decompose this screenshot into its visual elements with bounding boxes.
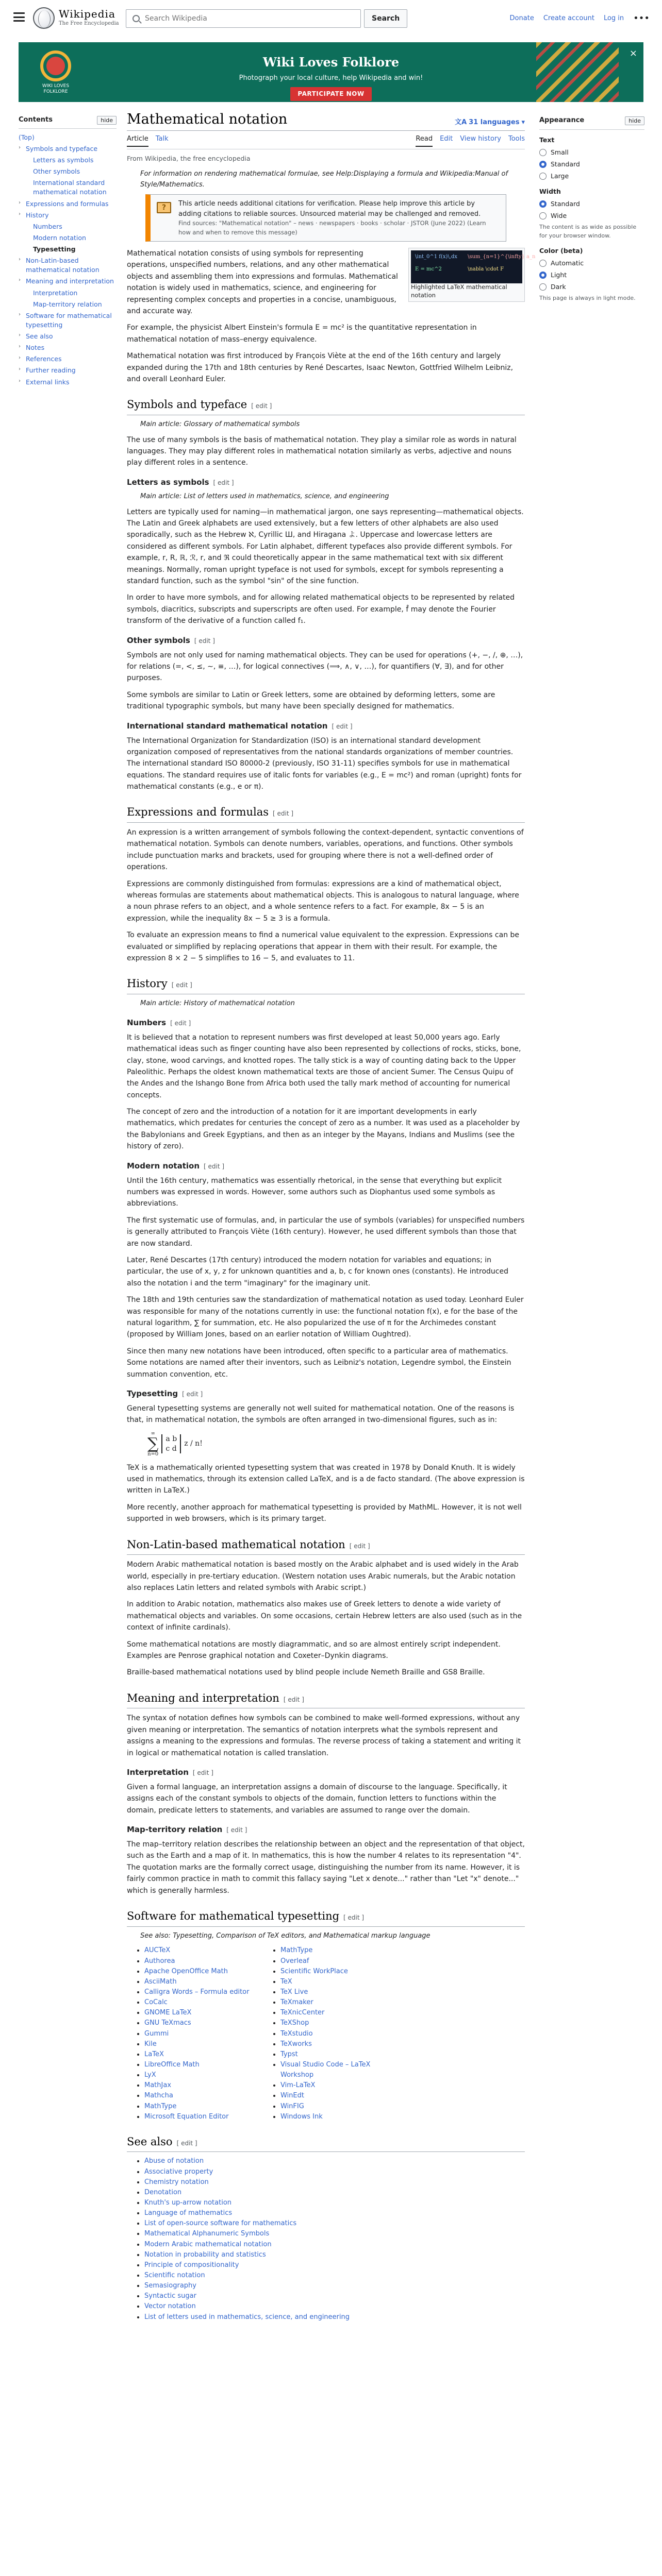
color-note: This page is always in light mode.: [539, 294, 636, 301]
paragraph: The use of many symbols is the basis of mathematical notation. They play a similar role as words in natural languages. They may play different roles in mathematical notation similarly as verbs, adjective and nouns play different roles in a sentence.: [127, 435, 517, 467]
paragraph: Later, René Descartes (17th century) introduced the modern notation for variables and equations; in particular, the use of x, y, z for unknown quantities and a, b, c for known ones (constants). He introduced also the notation i and the term "imaginary" for the imaginary unit.: [127, 1256, 508, 1287]
edit-link[interactable]: [ edit ]: [194, 637, 215, 645]
chevron-right-icon[interactable]: ›: [19, 378, 21, 384]
subsection-heading: Other symbols [ edit ]: [127, 635, 215, 645]
paragraph: The first systematic use of formulas, and, in particular the use of symbols (variables) for unspecified numbers is generally attributed to François Viète (16th century). However, he used different symbols than those that are now standard.: [127, 1216, 525, 1248]
translate-icon: 文A: [455, 118, 467, 127]
appearance-title: Appearance: [539, 116, 585, 124]
sum-upper-limit: ∞: [151, 1430, 155, 1436]
thumb-formula: \int_0^1 f(x)\,dx: [415, 253, 458, 260]
software-link[interactable]: GNU TeXmacs: [144, 2019, 191, 2027]
software-link[interactable]: LaTeX: [144, 2050, 164, 2058]
subsection-heading: Interpretation [ edit ]: [127, 1767, 213, 1777]
software-link[interactable]: LyX: [144, 2071, 156, 2079]
software-link[interactable]: Visual Studio Code – LaTeX Workshop: [280, 2060, 371, 2079]
see-also-link[interactable]: Abuse of notation: [144, 2157, 204, 2165]
wordmark: Wikipedia: [59, 8, 115, 20]
tab-edit[interactable]: Edit: [440, 135, 453, 143]
subsection-heading: Typesetting [ edit ]: [127, 1388, 203, 1398]
software-link[interactable]: MathJax: [144, 2081, 172, 2090]
search-input[interactable]: [145, 14, 351, 23]
main-article-note: Main article: Glossary of mathematical symbols: [140, 420, 300, 428]
toc-item[interactable]: › Symbols and typeface: [19, 144, 98, 152]
table-of-contents: [19, 115, 117, 389]
citation-notice-text: This article needs additional citations for verification. Please help improve this article by adding citations to reliable sources. Unsourced material may be challenged and removed.: [178, 200, 481, 218]
paragraph: The International Organization for Standardization (ISO) is an international standard development organization composed of representatives from the national standards organizations of member countries. The international standard ISO 80000-2 (previously, ISO 31-11) specifies symbols for use in mathematical equations. The standard requires use of italic fonts for variables (e.g., E = mc²) and roman (upright) fonts for mathematical constants (e.g., e or π).: [127, 736, 522, 791]
paragraph: It is believed that a notation to represent numbers was first developed at least 50,000 years ago. Early mathematical ideas such as finger counting have also been represented by collections of rocks, sticks, bone, clay, stone, wood carvings, and knotted ropes. The tally stick is a way of counting dating back to the Upper Paleolithic. Perhaps the oldest known mathematical texts are those of ancient Sumer. The Census Quipu of the Andes and the Ishango Bone from Africa both used the tally mark method of accounting for numerical concepts.: [127, 1033, 521, 1099]
radio-icon[interactable]: [539, 272, 547, 279]
section-heading: Non-Latin-based mathematical notation [ edit ]: [127, 1536, 525, 1555]
color-radio[interactable]: Dark: [539, 282, 644, 292]
edit-link[interactable]: [ edit ]: [283, 1696, 304, 1703]
section-heading: See also [ edit ]: [127, 2133, 525, 2153]
edit-link[interactable]: [ edit ]: [192, 1769, 213, 1776]
see-also-link[interactable]: Semasiography: [144, 2282, 196, 2290]
software-link[interactable]: Apache OpenOffice Math: [144, 1967, 228, 1975]
chevron-right-icon[interactable]: ›: [19, 277, 21, 283]
subsection-heading: Map-territory relation [ edit ]: [127, 1825, 247, 1835]
subsection-heading: Letters as symbols [ edit ]: [127, 477, 234, 487]
paragraph: Some symbols are similar to Latin or Greek letters, some are obtained by deforming letters, some are traditional typographic symbols, but many have been specially designed for mathematics.: [127, 690, 495, 711]
toc-item[interactable]: Letters as symbols: [33, 156, 94, 164]
toc-item[interactable]: Numbers: [33, 222, 62, 230]
see-also-link[interactable]: Notation in probability and statistics: [144, 2250, 266, 2259]
paragraph: General typesetting systems are generally not well suited for mathematical notation. One of the reasons is that, in mathematical notation, the symbols are often arranged in two-dimensional figures, such as in:: [127, 1404, 515, 1425]
subsection-heading: Modern notation [ edit ]: [127, 1161, 225, 1171]
toc-item[interactable]: › Further reading: [19, 366, 76, 375]
paragraph: Since then many new notations have been introduced, often specific to a particular area of mathematics. Some notations are named after their inventors, such as Leibniz's notation, Legendre symbol, the Einstein summation convention, etc.: [127, 1347, 511, 1379]
width-radio[interactable]: Standard: [539, 199, 644, 209]
main-article-note: Main article: History of mathematical notation: [140, 999, 295, 1007]
tab-view-history[interactable]: View history: [460, 135, 501, 143]
main-menu-icon[interactable]: [13, 12, 25, 22]
software-link[interactable]: TeXShop: [280, 2019, 309, 2027]
see-also-link[interactable]: Knuth's up-arrow notation: [144, 2198, 232, 2207]
software-link[interactable]: Gummi: [144, 2029, 169, 2038]
edit-link[interactable]: [ edit ]: [273, 810, 294, 818]
toc-hide-button[interactable]: hide: [97, 116, 117, 125]
intro-paragraph: Mathematical notation was first introduced by François Viète at the end of the 16th century and largely expanded during the 17th and 18th centuries by René Descartes, Isaac Newton, Gottfried Wilhelm Leibniz, and overall Leonhard Euler.: [127, 352, 514, 383]
paragraph: TeX is a mathematically oriented typesetting system that was created in 1978 by Donald Knuth. It is widely used in mathematics, through its extension called LaTeX, and is a de facto standard. (The above expression is written in LaTeX.): [127, 1463, 525, 1495]
chevron-down-icon: ▾: [521, 118, 525, 127]
section-heading: Symbols and typeface [ edit ]: [127, 396, 525, 415]
software-link[interactable]: CoCalc: [144, 1998, 168, 2007]
paragraph: In order to have more symbols, and for allowing related mathematical objects to be represented by related symbols, diacritics, subscripts and superscripts are often used. For example, f̂ may denote the Fourier transform of the derivative of a function called f₁.: [127, 594, 515, 625]
software-link[interactable]: GNOME LaTeX: [144, 2009, 192, 2017]
text-size-radio[interactable]: Small: [539, 147, 644, 158]
software-link[interactable]: TeXmaker: [280, 1998, 313, 2007]
software-column: [272, 1945, 396, 2122]
radio-icon[interactable]: [539, 260, 547, 267]
thumb-formula: \nabla \cdot F: [468, 266, 504, 272]
paragraph: Given a formal language, an interpretation assigns a domain of discourse to the language. Specifically, it assigns each of the constant symbols to objects of the domain, function letters to functions within the domain, predicate letters to statements, and variables are assumed to range over the domain.: [127, 1783, 507, 1815]
intro-paragraph: For example, the physicist Albert Einstein's formula E = mc² is the quantitative representation in mathematical notation of mass–energy equivalence.: [127, 324, 477, 344]
appearance-hide-button[interactable]: hide: [625, 116, 644, 125]
paragraph: Braille-based mathematical notations used by blind people include Nemeth Braille and GS8 Braille.: [127, 1668, 485, 1677]
width-options: [539, 199, 644, 221]
tab-read[interactable]: Read: [416, 134, 433, 147]
chevron-right-icon[interactable]: ›: [19, 366, 21, 372]
section-heading: Software for mathematical typesetting [ edit ]: [127, 1908, 525, 1927]
radio-icon[interactable]: [539, 212, 547, 219]
toc-item[interactable]: Typesetting: [33, 245, 76, 253]
see-also-link[interactable]: List of letters used in mathematics, science, and engineering: [144, 2313, 350, 2321]
software-link[interactable]: Typst: [280, 2050, 298, 2058]
toc-item[interactable]: Interpretation: [33, 289, 78, 297]
software-link[interactable]: TeXnicCenter: [280, 2009, 325, 2017]
paragraph: An expression is a written arrangement of symbols following the context-dependent, syntactic conventions of mathematical notation. Symbols can denote numbers, variables, operations, and functions. Other symbols include punctuation marks and brackets, used for grouping where there is not a well-defined order of operations.: [127, 828, 524, 872]
software-link[interactable]: TeX Live: [280, 1988, 308, 1996]
chevron-right-icon[interactable]: ›: [19, 332, 21, 338]
radio-icon[interactable]: [539, 200, 547, 208]
paragraph: Modern Arabic mathematical notation is based mostly on the Arabic alphabet and is used widely in the Arab world, especially in pre-tertiary education. (Western notation uses Arabic numerals, but the Arabic notation also replaces Latin letters and related symbols with Arabic script.): [127, 1561, 519, 1592]
site-header: [0, 0, 662, 39]
language-button[interactable]: [455, 117, 525, 128]
text-size-label: Text: [539, 135, 555, 144]
latex-screenshot-image: [411, 250, 536, 283]
search-button[interactable]: Search: [364, 9, 407, 28]
color-options: [539, 258, 644, 292]
radio-icon[interactable]: [539, 283, 547, 291]
section-heading: History [ edit ]: [127, 975, 525, 994]
chevron-right-icon[interactable]: ›: [19, 199, 21, 206]
chevron-right-icon[interactable]: ›: [19, 344, 21, 350]
emblem-caption: WIKI LOVES FOLKLORE: [42, 83, 70, 94]
see-also-link[interactable]: Principle of compositionality: [144, 2261, 239, 2269]
tab-article[interactable]: Article: [127, 134, 148, 147]
chevron-right-icon[interactable]: ›: [19, 257, 21, 263]
toc-list: [19, 133, 117, 387]
page-tabs: [127, 134, 525, 149]
paragraph: The 18th and 19th centuries saw the standardization of mathematical notation as used today. Leonhard Euler was responsible for many of the notations currently in use: the functional notation f(x), e for the base of the natural logarithm, ∑ for summation, etc. He also popularized the use of π for the Archimedes constant (proposed by William Jones, based on an earlier notation of William Oughtred).: [127, 1296, 524, 1339]
edit-link[interactable]: [ edit ]: [182, 1390, 203, 1398]
subsection-heading: International standard mathematical notation [ edit ]: [127, 721, 353, 731]
matrix-row: c d: [166, 1444, 177, 1453]
see-also-link[interactable]: Modern Arabic mathematical notation: [144, 2240, 272, 2248]
color-radio[interactable]: Light: [539, 270, 644, 280]
software-link[interactable]: MathType: [144, 2102, 177, 2110]
toc-item[interactable]: › See also: [19, 332, 53, 341]
log-in-link[interactable]: Log in: [603, 14, 624, 22]
paragraph: To evaluate an expression means to find a numerical value equivalent to the expression. Expressions can be evaluated or simplified by replacing operations that appear in them with their result. For example, the expression 8 × 2 − 5 simplifies to 16 − 5, and evaluates to 11.: [127, 931, 520, 962]
hatnote: For information on rendering mathematical formulae, see Help:Displaying a formula and Wikipedia:Manual of Style/Mathematics.: [140, 170, 508, 189]
see-also-list: [127, 2156, 525, 2322]
tab-tools[interactable]: Tools: [508, 135, 525, 143]
sum-lower-limit: n=0: [147, 1451, 159, 1457]
main-article-note: Main article: List of letters used in mathematics, science, and engineering: [140, 492, 389, 500]
edit-link[interactable]: [ edit ]: [251, 402, 272, 410]
more-options-icon[interactable]: •••: [633, 13, 650, 24]
toc-item[interactable]: › References: [19, 355, 62, 363]
see-also-link[interactable]: List of open-source software for mathematics: [144, 2219, 297, 2228]
software-link[interactable]: AUCTeX: [144, 1946, 171, 1955]
paragraph: In addition to Arabic notation, mathematics also makes use of Greek letters to denote a wide variety of mathematical objects and variables. On some occasions, certain Hebrew letters are also used (such as in the context of infinite cardinals).: [127, 1600, 522, 1632]
article-main: [127, 103, 536, 2323]
thumb-formula: \sum_{n=1}^{\infty} a_n: [468, 253, 536, 260]
software-link[interactable]: TeXworks: [280, 2040, 312, 2048]
thumbnail-caption: Highlighted LaTeX mathematical notation: [411, 283, 507, 299]
toc-item[interactable]: › History: [19, 211, 49, 219]
toc-item[interactable]: › Non-Latin-based mathematical notation: [19, 257, 100, 274]
software-link[interactable]: TeX: [280, 1977, 292, 1986]
software-link[interactable]: Calligra Words – Formula editor: [144, 1988, 250, 1996]
width-label: Width: [539, 187, 561, 195]
see-also-link[interactable]: Language of mathematics: [144, 2209, 233, 2217]
radio-icon[interactable]: [539, 173, 547, 180]
software-link[interactable]: Mathcha: [144, 2092, 173, 2100]
edit-link[interactable]: [ edit ]: [349, 1542, 370, 1550]
see-also-note: See also: Typesetting, Comparison of TeX editors, and Mathematical markup language: [140, 1931, 431, 1940]
edit-link[interactable]: [ edit ]: [171, 981, 192, 989]
text-size-radio[interactable]: Standard: [539, 159, 644, 170]
paragraph: More recently, another approach for mathematical typesetting is provided by MathML. However, it is not well supported in web browsers, which is its primary target.: [127, 1503, 522, 1523]
toc-item[interactable]: › External links: [19, 378, 70, 386]
toc-title: Contents: [19, 116, 53, 124]
intro-paragraph: Mathematical notation consists of using symbols for representing operations, unspecified numbers, relations, and any other mathematical objects and assembling them into expressions and formulas. Mathematical notation is widely used in mathematics, science, and engineering for representing complex concepts and properties in a concise, unambiguous, and accurate way.: [127, 249, 398, 315]
tagline: The Free Encyclopedia: [59, 21, 119, 26]
radio-icon[interactable]: [539, 161, 547, 168]
toc-item[interactable]: › Expressions and formulas: [19, 199, 109, 208]
chevron-right-icon[interactable]: ›: [19, 355, 21, 361]
edit-link[interactable]: [ edit ]: [343, 1914, 365, 1922]
text-size-options: [539, 147, 644, 181]
chevron-right-icon[interactable]: ›: [19, 144, 21, 150]
sum-symbol: ∑: [147, 1434, 159, 1453]
paragraph: Some mathematical notations are mostly diagrammatic, and so are almost entirely script independent. Examples are Penrose graphical notation and Coxeter–Dynkin diagrams.: [127, 1640, 501, 1660]
matrix-block: [161, 1434, 181, 1453]
see-also-link[interactable]: Associative property: [144, 2167, 213, 2176]
text-size-radio[interactable]: Large: [539, 171, 644, 181]
tab-talk[interactable]: Talk: [155, 135, 169, 143]
search-box[interactable]: [126, 9, 361, 28]
radio-icon[interactable]: [539, 149, 547, 156]
section-heading: Meaning and interpretation [ edit ]: [127, 1690, 525, 1709]
paragraph: Until the 16th century, mathematics was essentially rhetorical, in the sense that everything but explicit numbers was expressed in words. However, some authors such as Diophantus used some symbols as abbreviations.: [127, 1176, 502, 1208]
software-link[interactable]: MathType: [280, 1946, 313, 1955]
see-also-link[interactable]: Denotation: [144, 2188, 182, 2196]
software-link[interactable]: Vim-LaTeX: [280, 2081, 316, 2090]
software-link[interactable]: Windows Ink: [280, 2112, 323, 2121]
edit-link[interactable]: [ edit ]: [204, 1162, 225, 1170]
edit-link[interactable]: [ edit ]: [176, 2139, 197, 2147]
edit-link[interactable]: [ edit ]: [332, 722, 353, 730]
see-also-link[interactable]: Syntactic sugar: [144, 2292, 196, 2300]
software-link[interactable]: LibreOffice Math: [144, 2060, 200, 2069]
toc-item[interactable]: › Notes: [19, 344, 45, 352]
thumb-formula: E = mc^2: [415, 266, 442, 272]
paragraph: Expressions are commonly distinguished from formulas: expressions are a kind of mathematical object, whereas formulas are statements about mathematical objects. This is analogous to natural language, where a noun phrase refers to an object, and a whole sentence refers to a fact. For example, 8x − 5 is an expression, while the inequality 8x − 5 ≥ 3 is a formula.: [127, 879, 519, 923]
toc-item[interactable]: Modern notation: [33, 233, 86, 242]
section-heading: Expressions and formulas [ edit ]: [127, 804, 525, 823]
see-also-link[interactable]: Mathematical Alphanumeric Symbols: [144, 2230, 270, 2238]
toc-item[interactable]: (Top): [19, 133, 35, 141]
toc-item[interactable]: › Software for mathematical typesetting: [19, 311, 112, 329]
user-links: [510, 13, 650, 24]
edit-link[interactable]: [ edit ]: [170, 1019, 191, 1027]
width-note: The content is as wide as possible for your browser window.: [539, 223, 637, 240]
paragraph: Letters are typically used for naming—in mathematical jargon, one says representing—mathematical objects. The Latin and Greek alphabets are used extensively, but a few letters of other alphabets are also used sporadically, such as the Hebrew ℵ, Cyrillic Ш, and Hiragana よ. Uppercase and lowercase letters are considered as different symbols. For Latin alphabet, different typefaces also provide different symbols. For example, r, R, ℝ, ℛ, r, and ℜ could theoretically appear in the same mathematical text with six different meanings. Normally, roman upright typeface is not used for symbols, except for symbols representing a standard function, such as the symbol "sin" of the sine function.: [127, 507, 524, 585]
toc-item[interactable]: International standard mathematical notation: [33, 179, 107, 196]
search-icon: [133, 15, 140, 22]
book-question-icon: [157, 202, 171, 213]
software-link[interactable]: Microsoft Equation Editor: [144, 2112, 229, 2121]
language-count: 31 languages: [469, 118, 520, 127]
software-link[interactable]: Kile: [144, 2040, 157, 2048]
create-account-link[interactable]: Create account: [543, 14, 594, 22]
formula-tail: z / n!: [184, 1439, 203, 1448]
software-link[interactable]: Overleaf: [280, 1957, 309, 1965]
see-also-link[interactable]: Vector notation: [144, 2302, 196, 2311]
software-column: [136, 1945, 260, 2122]
color-radio[interactable]: Automatic: [539, 258, 644, 268]
banner-title: Wiki Loves Folklore: [262, 55, 400, 70]
color-label: Color (beta): [539, 246, 583, 255]
software-link[interactable]: AsciiMath: [144, 1977, 177, 1986]
software-link[interactable]: TeXstudio: [280, 2029, 313, 2038]
software-link[interactable]: WinFIG: [280, 2102, 304, 2110]
chevron-right-icon[interactable]: ›: [19, 211, 21, 217]
citation-notice: [145, 194, 506, 242]
thumbnail-figure[interactable]: [408, 248, 536, 302]
paragraph: The concept of zero and the introduction of a notation for it are important developments in early mathematics, which predates for centuries the concept of zero as a number. It was used as a placeholder by the Babylonians and Greek Egyptians, and then as an integer by the Mayans, Indians and Muslims (see the history of zero).: [127, 1108, 520, 1151]
globe-icon: [33, 7, 55, 29]
width-radio[interactable]: Wide: [539, 211, 644, 221]
software-list: [136, 1945, 525, 2122]
software-link[interactable]: Scientific WorkPlace: [280, 1967, 348, 1975]
toc-item[interactable]: › Meaning and interpretation: [19, 277, 114, 285]
from-wikipedia: From Wikipedia, the free encyclopedia: [127, 154, 251, 162]
display-formula: [147, 1431, 525, 1457]
paragraph: The map–territory relation describes the relationship between an object and the representation of that object, such as the Earth and a map of it. In mathematics, this is how the number 4 relates to its representation "4". The quotation marks are the formally correct usage, distinguishing the number from its name. However, it is fairly common practice in math to commit this fallacy saying "Let x denote..." rather than "Let "x" denote..." which is generally harmless.: [127, 1840, 525, 1895]
toc-item[interactable]: Map-territory relation: [33, 300, 102, 308]
see-also-link[interactable]: Chemistry notation: [144, 2178, 209, 2186]
campaign-banner: [19, 42, 643, 102]
participate-button[interactable]: PARTICIPATE NOW: [290, 87, 371, 101]
software-link[interactable]: Authorea: [144, 1957, 175, 1965]
paragraph: The syntax of notation defines how symbols can be combined to make well-formed expressions, without any given meaning or interpretation. The semantics of notation interprets what the symbols represent and assigns a meaning to the expressions and formulas. The reverse process of taking a statement and writing it in logical or mathematical notation is called translation.: [127, 1714, 521, 1757]
matrix-row: a b: [166, 1435, 177, 1444]
paragraph: Symbols are not only used for naming mathematical objects. They can be used for operations (+, −, /, ⊕, …), for relations (=, <, ≤, ∼, ≡, …), for logical connectives (⟹, ∧, ∨, …), for quantifiers (∀, ∃), and for other purposes.: [127, 651, 523, 683]
page-title: Mathematical notation: [127, 111, 288, 127]
banner-subtitle: Photograph your local culture, help Wikipedia and win!: [239, 74, 423, 82]
edit-link[interactable]: [ edit ]: [213, 479, 234, 486]
see-also-link[interactable]: Scientific notation: [144, 2271, 205, 2279]
close-icon[interactable]: ×: [629, 48, 637, 59]
wikipedia-logo[interactable]: [33, 7, 119, 29]
toc-item[interactable]: Other symbols: [33, 167, 80, 176]
donate-link[interactable]: Donate: [509, 14, 534, 22]
chevron-right-icon[interactable]: ›: [19, 311, 21, 317]
appearance-panel: [539, 115, 644, 306]
edit-link[interactable]: [ edit ]: [226, 1826, 247, 1834]
subsection-heading: Numbers [ edit ]: [127, 1018, 191, 1027]
software-link[interactable]: WinEdt: [280, 2092, 304, 2100]
find-sources-text: Find sources: "Mathematical notation" – news · newspapers · books · scholar · JSTOR (June 2022) (Learn how and when to remove this message): [178, 219, 486, 236]
